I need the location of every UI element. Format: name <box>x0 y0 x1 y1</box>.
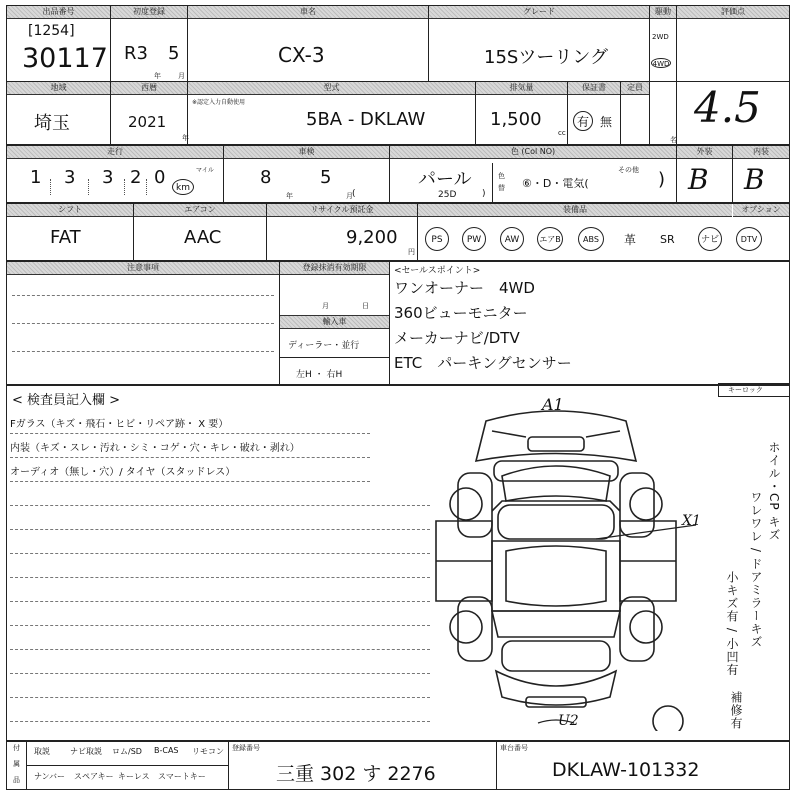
equip-leather: 革 <box>624 233 637 247</box>
inspection-year-unit: 年 <box>286 192 293 200</box>
accessory-char-1: 付 <box>13 744 20 752</box>
cc-unit: cc <box>558 129 566 137</box>
warranty-label: 保証書 <box>568 82 620 95</box>
acc-keyless: キーレス <box>118 772 150 781</box>
region-label: 地域 <box>7 82 110 95</box>
notes-label: 注意事項 <box>7 262 279 275</box>
color-code: 25D <box>438 190 457 200</box>
equip-ps: PS <box>425 227 449 251</box>
lot-label: 出品番号 <box>7 6 110 19</box>
reg-no-label: 登録番号 <box>232 744 260 752</box>
drive-label: 駆動 <box>650 6 676 19</box>
acc-rom-sd: ロム/SD <box>112 747 142 756</box>
chassis-label: 車台番号 <box>500 744 528 752</box>
acc-manual: 取説 <box>34 747 50 756</box>
auction-sheet <box>6 5 790 790</box>
first-reg-year-unit: 年 <box>154 72 161 80</box>
model-code: 5BA - DKLAW <box>306 109 426 130</box>
exterior-label: 外装 <box>677 146 732 159</box>
drive-2wd: 2WD <box>652 33 669 41</box>
handle-side: 左H ・ 右H <box>296 370 343 380</box>
year-value: 2021 <box>128 113 167 131</box>
acc-spare-key: スペアキー <box>74 772 114 781</box>
legend-col-2: ワレ / ドアミラーキズ <box>749 517 763 649</box>
damage-mark-a1: A1 <box>542 395 564 414</box>
inspector-line-3: オーディオ（無し・穴）/ タイヤ（スタッドレス） <box>10 467 236 478</box>
equip-aw: AW <box>500 227 524 251</box>
color-change-label: 色替 <box>498 172 505 192</box>
lot-number: 30117 <box>22 43 108 74</box>
interior-label: 内装 <box>733 146 789 159</box>
color-change-other: その他 <box>618 166 639 174</box>
acc-bcas: B-CAS <box>154 746 179 755</box>
shift-value: FAT <box>50 227 81 248</box>
first-reg-month-unit: 月 <box>178 72 185 80</box>
inspector-line-2: 内装（キズ・スレ・汚れ・シミ・コゲ・穴・キレ・破れ・剥れ） <box>10 443 300 454</box>
mileage-digit-2: 3 <box>64 167 76 188</box>
type-note: ※認定入力自動使用 <box>192 99 246 106</box>
inspector-line-1: Fガラス（キズ・飛石・ヒビ・リペア跡・ X 要） <box>10 419 229 430</box>
inspection-month-unit: 月 <box>346 192 353 200</box>
equip-sr: SR <box>660 233 675 246</box>
accessory-char-2: 属 <box>13 760 20 768</box>
grade-name: 15Sツーリング <box>484 47 608 68</box>
grade-label: グレード <box>429 6 649 19</box>
color-change: ⑥・D・電気( <box>522 177 589 190</box>
reg-expiry-label: 登録抹消有効期限 <box>280 262 389 275</box>
acc-navi-manual: ナビ取説 <box>70 747 102 756</box>
inspection-year: 8 <box>260 167 272 188</box>
region-value: 埼玉 <box>34 113 70 134</box>
damage-mark-u2: U2 <box>558 713 579 729</box>
sales-point-3: メーカーナビ/DTV <box>394 329 520 347</box>
warranty-no: 無 <box>600 115 613 129</box>
color-paren-open: ( <box>352 189 356 199</box>
aircon-value: AAC <box>184 227 222 248</box>
options-label: オプション <box>733 204 789 217</box>
mileage-digit-5: 0 <box>154 167 166 188</box>
equipment-label: 装備品 <box>418 204 732 217</box>
reg-month: 月 <box>322 302 329 310</box>
accessory-char-3: 品 <box>13 776 20 784</box>
capacity-label: 定員 <box>621 82 649 95</box>
reg-day: 日 <box>362 302 369 310</box>
inspection-month: 5 <box>320 167 332 188</box>
keylock-label: キーロック <box>728 386 763 394</box>
model-name: CX-3 <box>278 43 325 67</box>
sales-point-1: ワンオーナー 4WD <box>394 279 535 297</box>
sales-points-label: <セールスポイント> <box>394 266 481 276</box>
chassis-no: DKLAW-101332 <box>552 759 700 781</box>
warranty-yes: 有 <box>573 111 593 131</box>
drive-4wd: 4WD <box>652 60 670 68</box>
acc-remote: リモコン <box>192 747 224 756</box>
displacement-value: 1,500 <box>490 109 542 130</box>
color-label: 色 (Col NO) <box>390 146 676 159</box>
lot-bracket: [1254] <box>28 23 75 39</box>
equip-abs: ABS <box>578 227 604 251</box>
year-label: 西暦 <box>111 82 187 95</box>
legend-col-4: 小キズ有 / 小凹有 <box>725 571 739 677</box>
equip-navi: ナビ <box>698 227 722 251</box>
equip-pw: PW <box>462 227 486 251</box>
import-label: 輸入車 <box>280 315 389 329</box>
mileage-unit-km: km <box>172 179 194 195</box>
score-label: 評価点 <box>677 6 789 19</box>
equip-airbag: エアB <box>537 227 563 251</box>
acc-smart-key: スマートキー <box>158 772 206 781</box>
sales-point-4: ETC パーキングセンサー <box>394 354 572 372</box>
interior-grade: B <box>744 163 765 196</box>
mileage-unit-mile: マイル <box>196 167 214 174</box>
mileage-digit-1: 1 <box>30 167 42 188</box>
first-reg-era: R3 <box>124 43 148 64</box>
type-label: 型式 <box>188 82 475 95</box>
recycle-label: リサイクル預託金 <box>267 204 417 217</box>
color-name: パール <box>418 169 472 190</box>
color-paren-close: ) <box>482 189 486 199</box>
yen-unit: 円 <box>408 248 415 256</box>
damage-mark-x1: X1 <box>682 513 701 529</box>
year-unit: 年 <box>182 134 189 142</box>
car-diagram <box>406 401 706 731</box>
legend-col-3: ワレ <box>749 491 763 517</box>
recycle-fee: 9,200 <box>346 227 398 248</box>
shift-label: シフト <box>7 204 133 217</box>
sales-point-2: 360ビューモニター <box>394 304 528 322</box>
exterior-grade: B <box>688 163 709 196</box>
displacement-label: 排気量 <box>476 82 567 95</box>
import-dealer: ディーラー・並行 <box>288 341 360 351</box>
inspection-label: 車検 <box>224 146 389 159</box>
color-change-close: ) <box>658 169 666 190</box>
equip-dtv: DTV <box>736 227 762 251</box>
acc-number: ナンバー <box>34 772 66 781</box>
first-reg-month: 5 <box>168 43 180 64</box>
mileage-label: 走行 <box>7 146 223 159</box>
model-label: 車名 <box>188 6 428 19</box>
score-handwritten: 4.5 <box>694 83 761 132</box>
inspector-label: < 検査員記入欄 > <box>12 393 121 408</box>
first-reg-label: 初度登録 <box>111 6 187 19</box>
capacity-unit: 名 <box>670 136 677 144</box>
legend-col-1: ホイル・CP キズ <box>767 441 781 542</box>
mileage-digit-3: 3 <box>102 167 114 188</box>
mileage-digit-4: 2 <box>130 167 142 188</box>
reg-no: 三重 302 す 2276 <box>276 763 436 785</box>
aircon-label: エアコン <box>134 204 266 217</box>
legend-col-5: 補修有 <box>729 691 743 730</box>
